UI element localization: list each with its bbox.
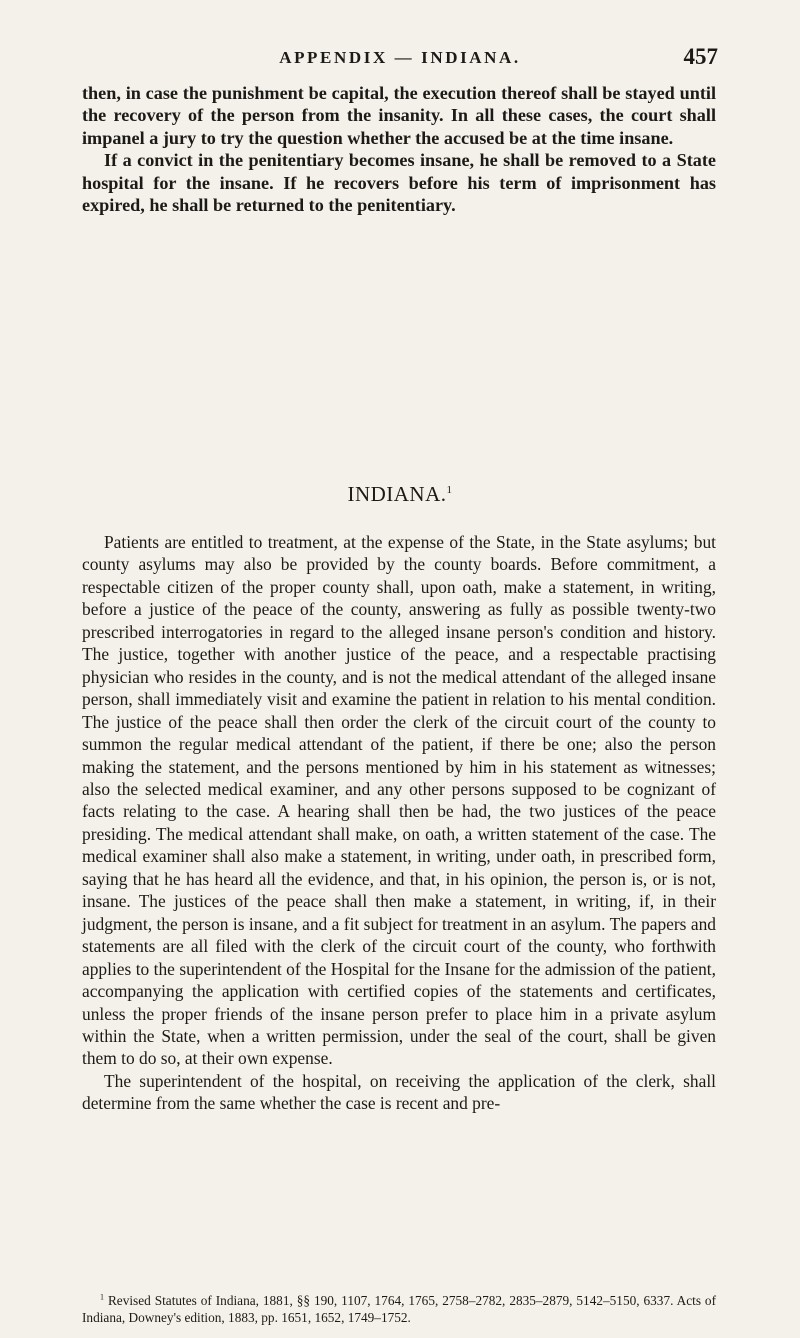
continued-section-text <box>82 82 716 216</box>
footnote-text <box>82 1292 716 1326</box>
footnote-reference: 1 <box>446 484 453 496</box>
running-title: APPENDIX — INDIANA. <box>279 48 521 67</box>
paragraph: The superintendent of the hospital, on receiving the application of the clerk, shall determine from the same whether the case is recent and pre- <box>82 1070 716 1114</box>
section-heading <box>0 482 800 507</box>
running-head <box>82 46 718 76</box>
page-number: 457 <box>683 44 718 69</box>
paragraph: If a convict in the penitentiary becomes insane, he shall be removed to a State hospital for the insane. If he recovers before his term of imprisonment has expired, he shall be returned to the penitentiary. <box>82 150 716 216</box>
section-heading-text: INDIANA. <box>347 482 447 506</box>
footnote-body: Revised Statutes of Indiana, 1881, §§ 190, 1107, 1764, 1765, 2758–2782, 2835–2879, 5142–5150, 6337. Acts of Indiana, Downey's edition, 1883, pp. 1651, 1652, 1749–1752. <box>82 1293 717 1325</box>
footnote-marker: 1 <box>100 1292 104 1302</box>
indiana-section-text <box>82 531 716 1115</box>
footnote <box>82 1292 716 1326</box>
paragraph: then, in case the punishment be capital, the execution thereof shall be stayed until the recovery of the person from the insanity. In all these cases, the court shall impanel a jury to try the question whether the accused be at the time insane. <box>82 83 716 148</box>
paragraph: Patients are entitled to treatment, at the expense of the State, in the State asylums; but county asylums may also be provided by the county boards. Before commitment, a respectable citizen of the proper county shall, upon oath, make a statement, in writing, before a justice of the peace of the county, answering as fully as possible twenty-two prescribed interrogatories in regard to the alleged insane person's condition and history. The justice, together with another justice of the peace, and a respectable practising physician who resides in the county, and is not the medical attendant of the alleged insane person, shall immediately visit and examine the patient in relation to his mental condition. The justice of the peace shall then order the clerk of the circuit court of the county to summon the regular medical attendant of the patient, if there be one; also the person making the statement, and the persons mentioned by him in his statement as witnesses; also the selected medical examiner, and any other persons supposed to be cognizant of facts relating to the case. A hearing shall then be had, the two justices of the peace presiding. The medical attendant shall make, on oath, a written statement of the case. The medical examiner shall also make a statement, in writing, under oath, in prescribed form, saying that he has heard all the evidence, and that, in his opinion, the person is, or is not, insane. The justices of the peace shall then make a statement, in writing, if, in their judgment, the person is insane, and a fit subject for treatment in an asylum. The papers and statements are all filed with the clerk of the circuit court of the county, who forthwith applies to the superintendent of the Hospital for the Insane for the admission of the patient, accompanying the application with certified copies of the statements and certificates, unless the proper friends of the insane person prefer to place him in a private asylum within the State, when a written permission, under the seal of the court, shall be given them to do so, at their own expense. <box>82 532 716 1069</box>
